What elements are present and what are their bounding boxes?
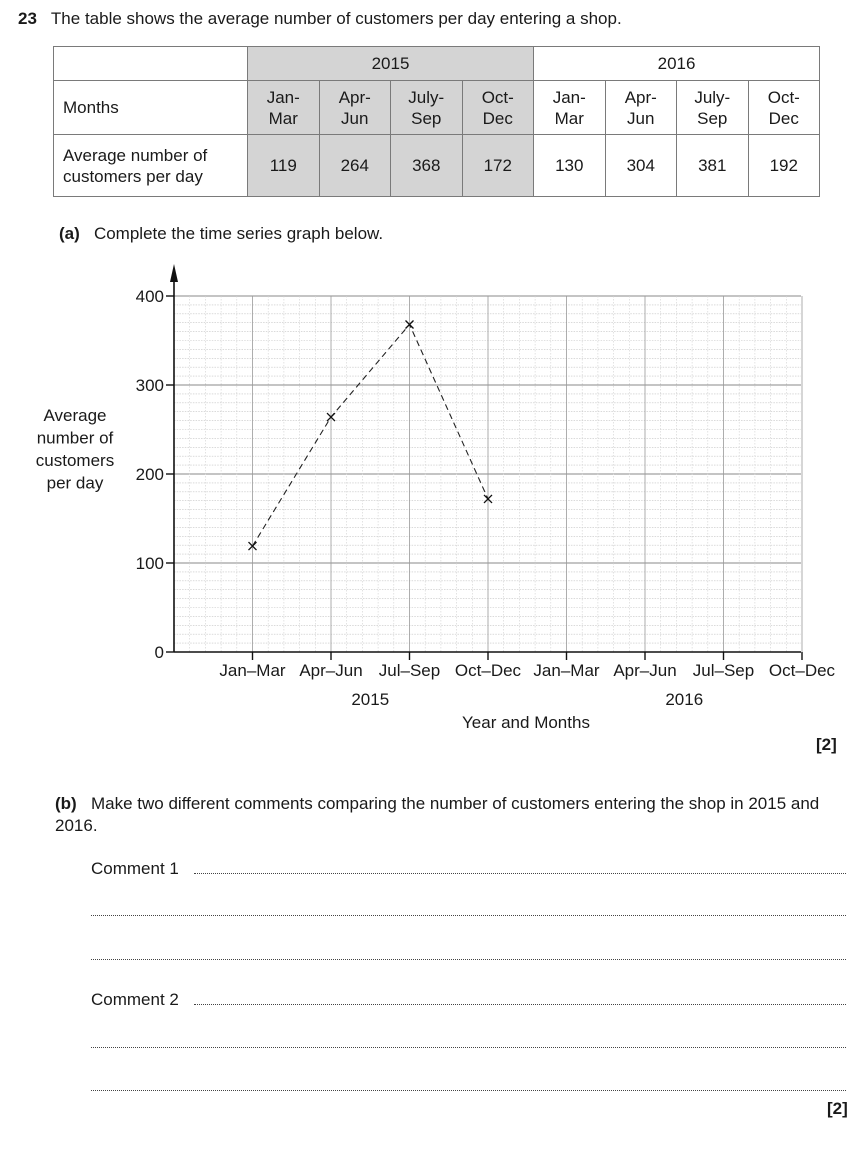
table-months-label: Months [54,81,248,135]
axis-labels [36,406,590,730]
table-month-cell: Jan- Mar [248,81,320,135]
comment-1-line-3[interactable] [91,959,846,960]
part-b-label: (b) [55,794,77,813]
y-tick-label: 300 [135,376,164,395]
x-tick-labels [219,661,835,709]
x-tick-label: Apr–Jun [299,661,363,680]
y-axis-label-line: per day [46,473,104,493]
graph-grid [174,296,802,652]
table-value-cell: 368 [391,135,463,197]
table-year-2016: 2016 [534,47,820,81]
x-tick-label: Apr–Jun [613,661,677,680]
question-text: The table shows the average number of customers per day entering a shop. [50,9,622,28]
year-label: 2016 [665,690,704,709]
comment-2-line-3[interactable] [91,1090,846,1091]
table-row-label: Average number of customers per day [54,135,248,197]
table-month-cell: Oct- Dec [462,81,534,135]
question-number: 23 [18,9,37,28]
comment-2-label: Comment 2 [91,990,179,1009]
year-label: 2015 [351,690,390,709]
series-line [253,324,489,546]
x-tick-label: Jul–Sep [378,661,441,680]
part-a-label: (a) [59,224,80,243]
comment-2-line-1[interactable] [194,1004,846,1005]
y-axis-label-line: Average [43,406,107,425]
question-header [18,9,622,29]
table-month-cell: Apr- Jun [319,81,391,135]
table-value-cell: 304 [605,135,677,197]
table-month-cell: Oct- Dec [748,81,820,135]
x-tick-label: Oct–Dec [454,661,522,680]
table-month-cell: July- Sep [391,81,463,135]
x-tick-label: Jan–Mar [533,661,600,680]
table-value-cell: 381 [677,135,749,197]
comment-1-label: Comment 1 [91,859,179,878]
x-tick-label: Oct–Dec [768,661,836,680]
y-axis-label-line: number of [36,428,114,448]
graph-axes [166,264,802,660]
table-value-cell: 119 [248,135,320,197]
time-series-graph [0,250,860,730]
y-tick-label: 200 [135,465,164,484]
comment-1-line-2[interactable] [91,915,846,916]
table-row-years [54,47,820,81]
part-a-instruction [59,224,383,244]
table-value-cell: 192 [748,135,820,197]
data-series [249,320,493,550]
part-b-marks: [2] [827,1099,848,1118]
x-tick-label: Jul–Sep [692,661,755,680]
table-value-cell: 130 [534,135,606,197]
part-a-marks: [2] [816,735,837,754]
table-row-months [54,81,820,135]
table-month-cell: July- Sep [677,81,749,135]
part-a-text: Complete the time series graph below. [93,224,384,243]
part-b-text: Make two different comments comparing the number of customers entering the shop in 2015 and 2016. [55,794,820,835]
table-row-values [54,135,820,197]
table-value-cell: 172 [462,135,534,197]
table-corner-cell [54,47,248,81]
table-value-cell: 264 [319,135,391,197]
y-tick-label: 0 [154,643,164,662]
table-month-cell: Apr- Jun [605,81,677,135]
y-tick-label: 100 [135,554,164,573]
x-axis-label: Year and Months [462,713,590,730]
table-month-cell: Jan- Mar [534,81,606,135]
y-axis-label-line: customers [35,451,115,470]
comment-2-line-2[interactable] [91,1047,846,1048]
table-year-2015: 2015 [248,47,534,81]
x-tick-label: Jan–Mar [219,661,286,680]
part-b-instruction [55,793,855,837]
y-axis-arrow [170,264,178,282]
y-tick-label: 400 [135,287,164,306]
customers-table [53,46,820,197]
y-tick-labels [136,287,164,662]
comment-1-line-1[interactable] [194,873,846,874]
